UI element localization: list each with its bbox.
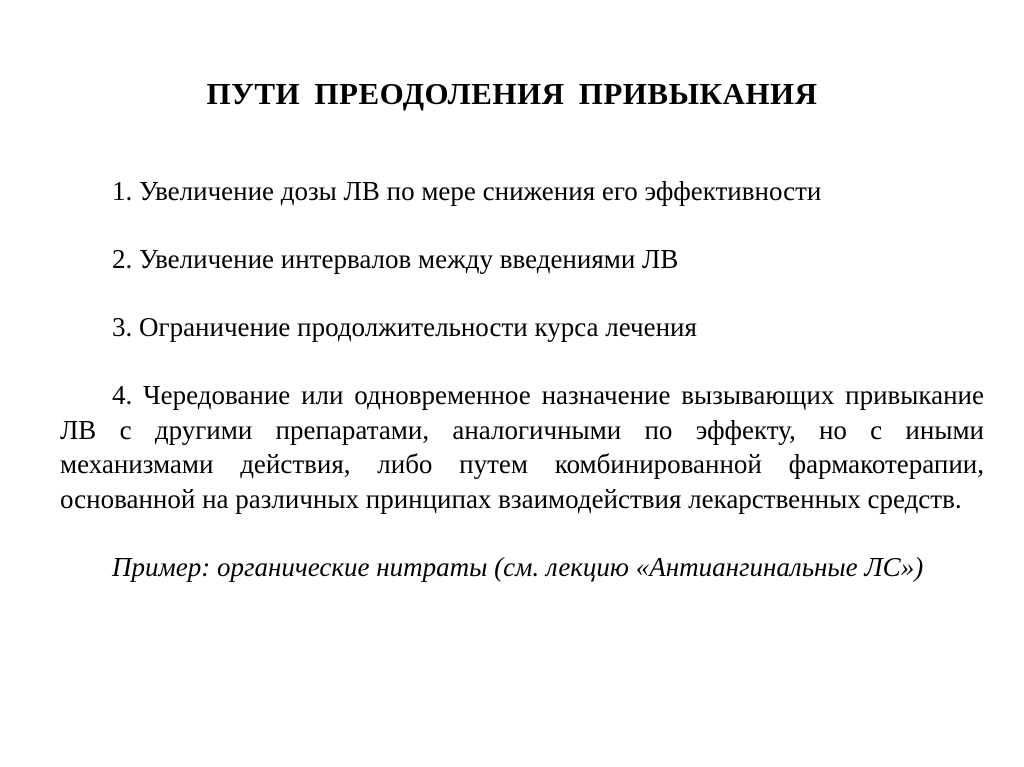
- list-item-2: 2. Увеличение интервалов между введениями ЛВ: [112, 244, 679, 274]
- example-note: Пример: органические нитраты (см. лекцию «Антиангинальные ЛС»): [112, 552, 924, 582]
- list-item-4: 4. Чередование или одновременное назначение вызывающих привыкание ЛВ с другими препаратами, аналогичными по эффекту, но с иными механизмами действия, либо путем комбинированной фармакотерапии, основанной на различных принципах взаимодействия лекарственных средств.: [60, 380, 984, 514]
- slide-title: ПУТИ ПРЕОДОЛЕНИЯ ПРИВЫКАНИЯ: [206, 76, 818, 111]
- list-item-3: 3. Ограничение продолжительности курса лечения: [112, 312, 697, 342]
- list-item-1: 1. Увеличение дозы ЛВ по мере снижения его эффективности: [112, 176, 822, 206]
